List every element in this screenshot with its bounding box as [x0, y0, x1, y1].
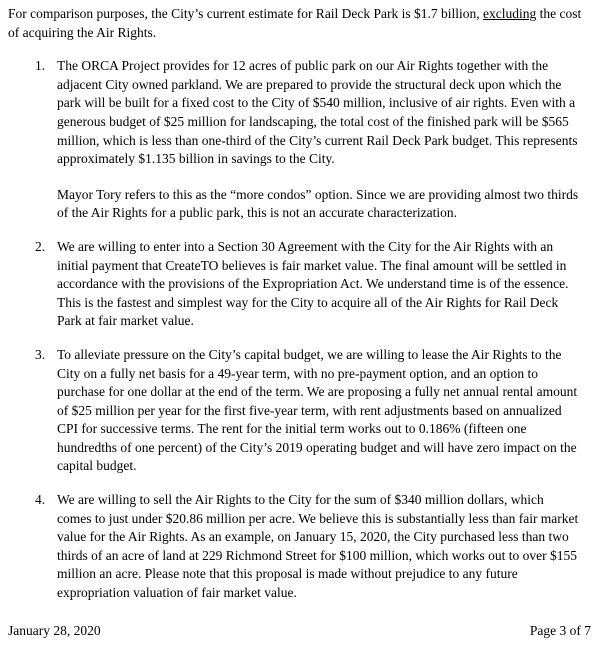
numbered-item-4: [8, 491, 590, 603]
intro-paragraph: [8, 5, 590, 42]
numbered-item-3: [8, 346, 590, 476]
item-number: 3.: [35, 346, 46, 362]
footer-page-number: Page 3 of 7: [529, 623, 591, 639]
footer-date: January 28, 2020: [8, 623, 101, 639]
numbered-item-2: [8, 238, 590, 331]
intro-text-after: the cost of acquiring the Air Rights.: [8, 6, 582, 40]
intro-text-before: For comparison purposes, the City’s current estimate for Rail Deck Park is $1.7 billion,: [8, 6, 484, 21]
intro-underlined-word: excluding: [483, 6, 537, 21]
page-footer: [8, 622, 591, 641]
item-text: The ORCA Project provides for 12 acres of public park on our Air Rights together with the adjacent City owned parkland. We are prepared to provide the structural deck upon which the park will be built for a fixed cost to the City of $540 million, inclusive of air rights. Even with a generous budget of $25 million for landscaping, the total cost of the finished park will be $565 million, which is less than one-third of the City’s current Rail Deck Park budget. This represents approximately $1.135 billion in savings to the City.: [57, 58, 578, 167]
item-note: Mayor Tory refers to this as the “more condos” option. Since we are providing almost two thirds of the Air Rights for a public park, this is not an accurate characterization.: [57, 186, 579, 221]
item-number: 1.: [35, 58, 46, 74]
item-number: 2.: [35, 238, 46, 254]
item-text: To alleviate pressure on the City’s capital budget, we are willing to lease the Air Rights to the City on a fully net basis for a 49-year term, with no pre-payment option, and an option to purchase for one dollar at the end of the term. We are proposing a fully net annual rental amount of $25 million per year for the first five-year term, with rent adjustments based on annualized CPI for successive terms. The rent for the initial term works out to 0.186% (fifteen one hundredths of one percent) of the City’s 2019 operating budget and will have zero impact on the capital budget.: [57, 346, 578, 474]
numbered-item-1: [8, 57, 590, 223]
item-number: 4.: [35, 492, 46, 508]
item-text: We are willing to enter into a Section 30 Agreement with the City for the Air Rights with an initial payment that CreateTO believes is fair market value. The final amount will be settled in accordance with the provisions of the Expropriation Act. We understand time is of the essence. This is the fastest and simplest way for the City to acquire all of the Air Rights for Rail Deck Park at fair market value.: [57, 238, 569, 329]
item-text: We are willing to sell the Air Rights to the City for the sum of $340 million dollars, which comes to just under $20.86 million per acre. We believe this is substantially less than fair market value for the Air Rights. As an example, on January 15, 2020, the City purchased less than two thirds of an acre of land at 229 Richmond Street for $100 million, which works out to over $155 million an acre. Please note that this proposal is made without prejudice to any future expropriation valuation of fair market value.: [57, 492, 579, 601]
